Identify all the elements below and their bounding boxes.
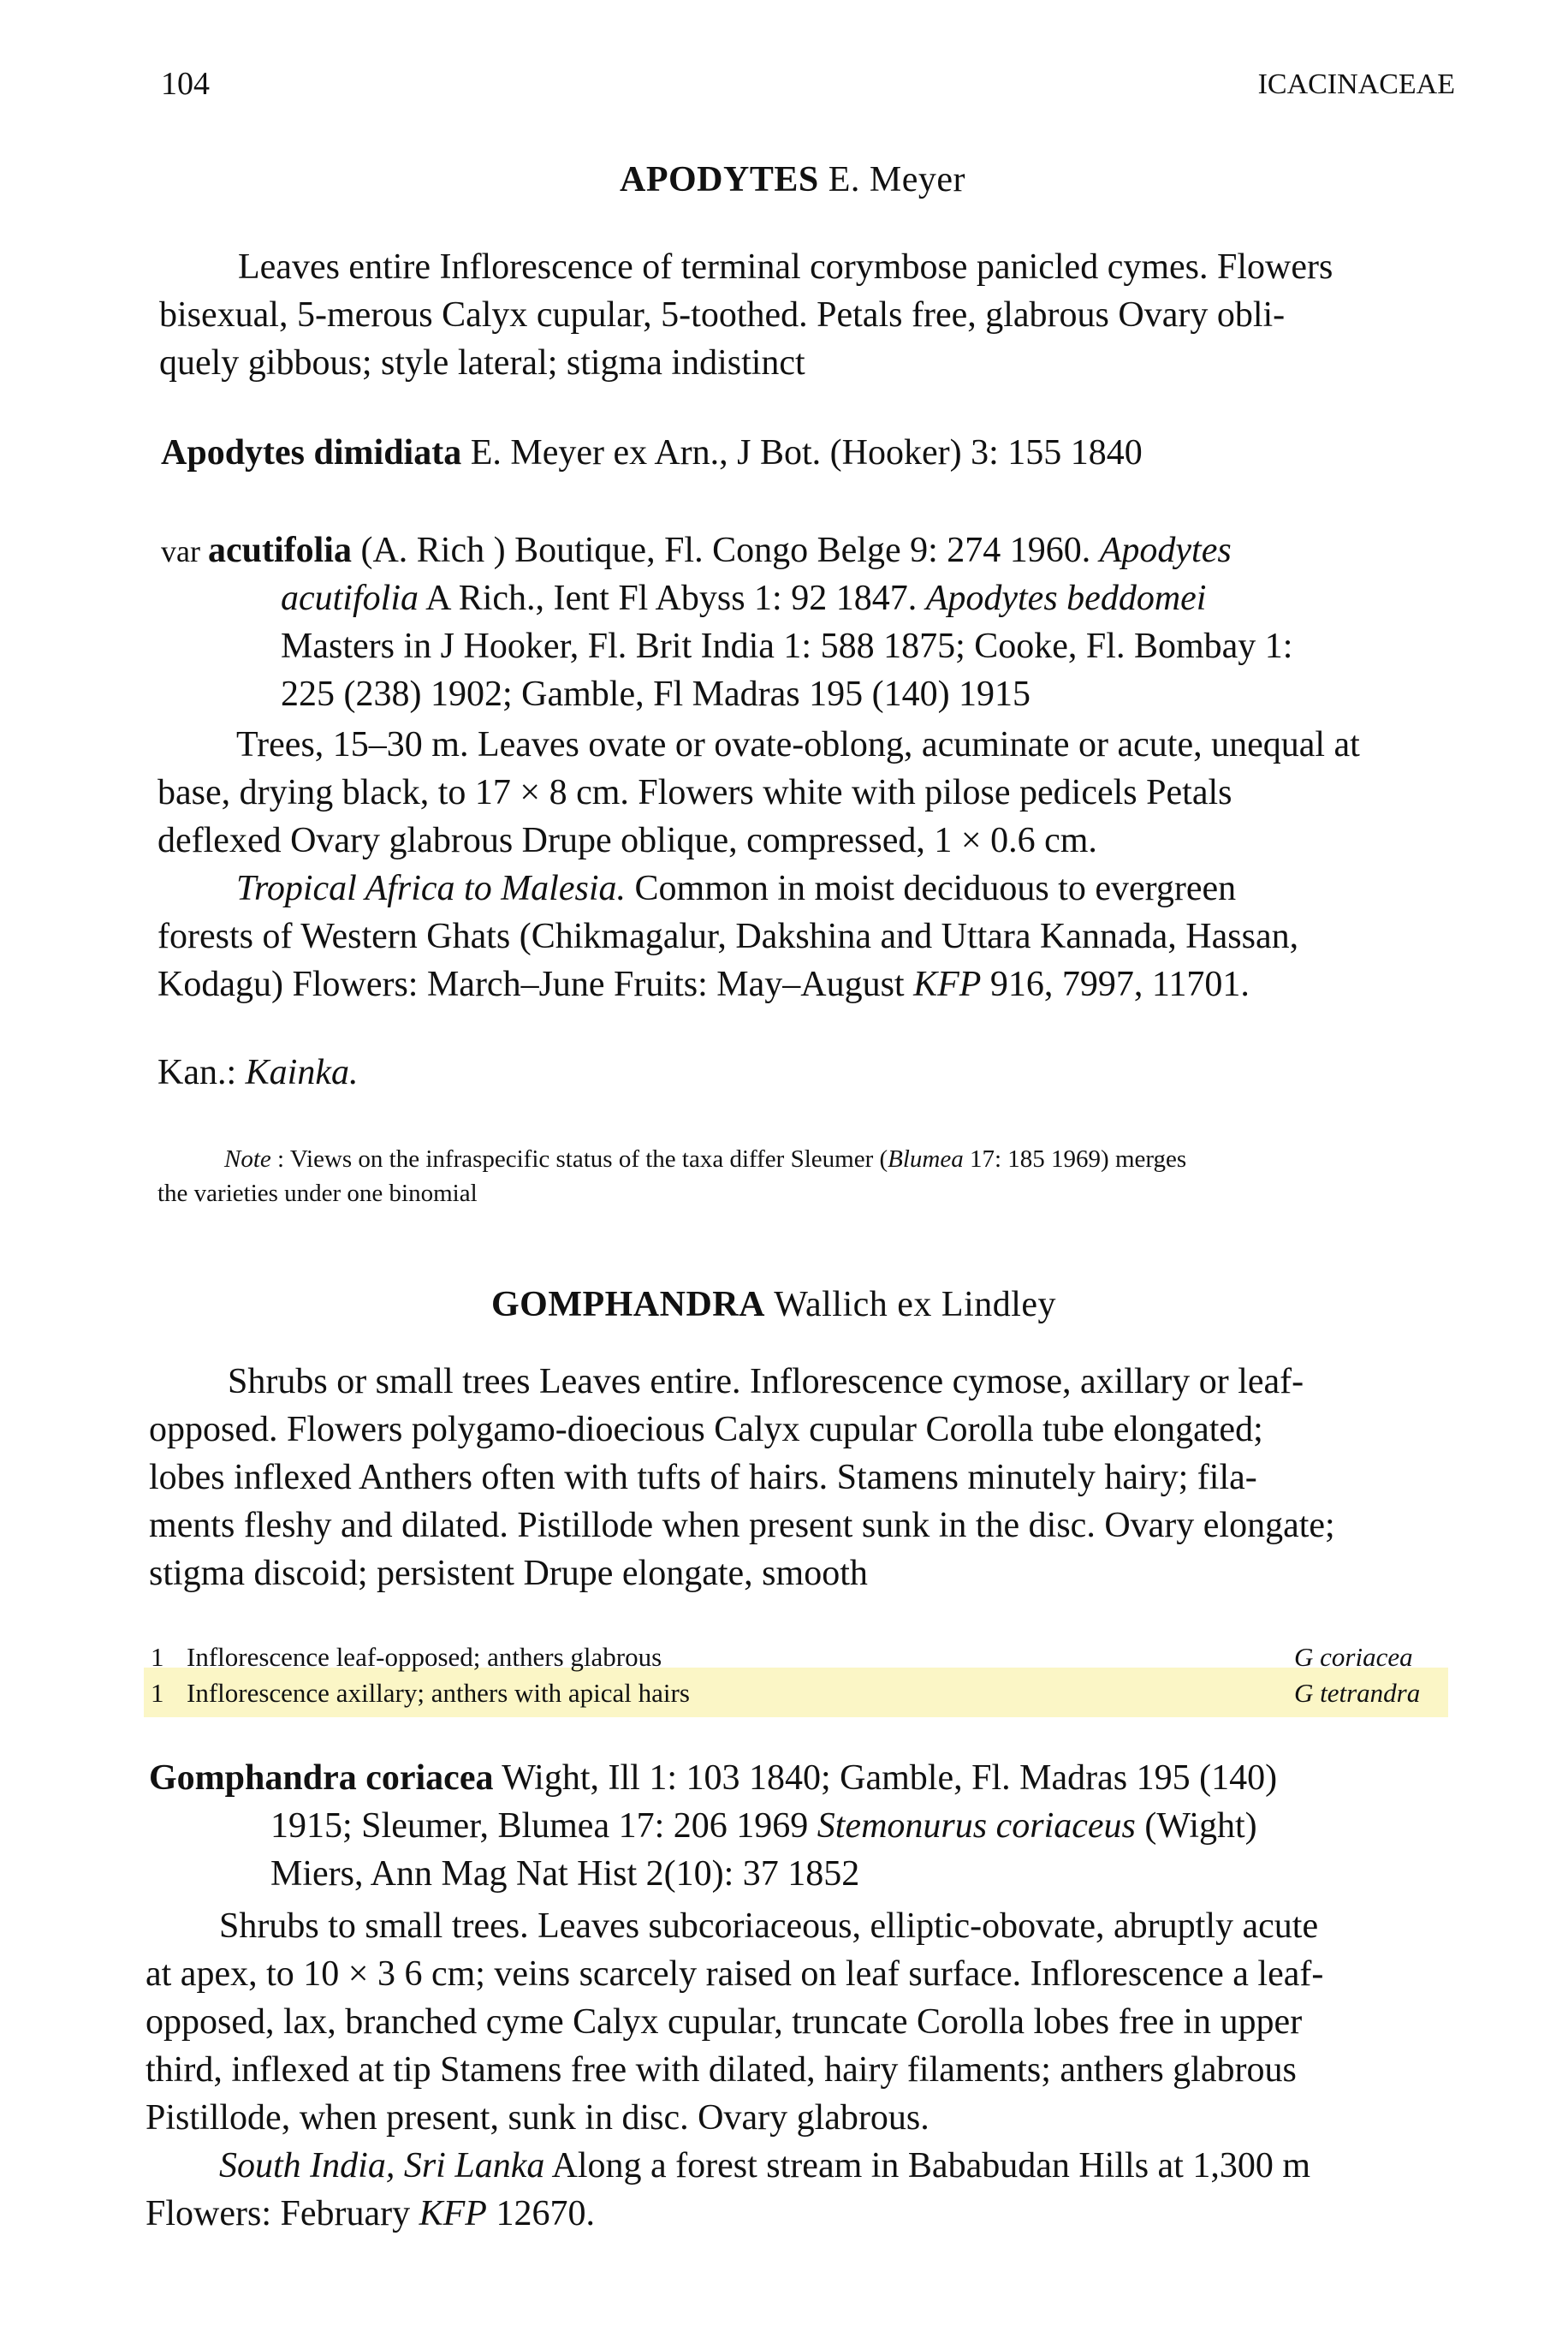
text-line: opposed. Flowers polygamo-dioecious Calyx cupular Corolla tube elongated; xyxy=(149,1410,1263,1449)
variety-name: acutifolia xyxy=(207,531,352,570)
genus-author: E. Meyer xyxy=(818,160,965,199)
text: Along a forest stream in Bababudan Hills at 1,300 m xyxy=(544,2146,1311,2185)
variety-heading-line xyxy=(161,527,1232,574)
text-line: stigma discoid; persistent Drupe elongate, smooth xyxy=(149,1554,868,1593)
text: 12670. xyxy=(486,2194,595,2233)
key-lead-result: G tetrandra xyxy=(1294,1678,1421,1708)
note-label: Note xyxy=(224,1145,271,1173)
distribution-region: South India, Sri Lanka xyxy=(219,2146,545,2185)
text-line xyxy=(157,960,1474,1008)
genus-name: GOMPHANDRA xyxy=(491,1285,765,1324)
text: A Rich., Ient Fl Abyss 1: 92 1847. xyxy=(419,579,926,618)
synonym-name: acutifolia xyxy=(281,579,419,618)
vernacular-label: Kan.: xyxy=(157,1053,246,1092)
genus-name: APODYTES xyxy=(620,160,819,199)
text-line: base, drying black, to 17 × 8 cm. Flowers white with pilose pedicels Petals xyxy=(157,773,1232,812)
var-prefix: var xyxy=(161,534,208,568)
species-name: Apodytes dimidiata xyxy=(161,433,462,473)
genus-description-apodytes xyxy=(159,243,1474,387)
species-description-apodytes xyxy=(157,721,1474,1008)
distribution-line xyxy=(146,2142,1474,2190)
note-line: the varieties under one binomial xyxy=(157,1180,478,1207)
journal-name: Blumea xyxy=(888,1145,964,1173)
text-line: opposed, lax, branched cyme Calyx cupular, truncate Corolla lobes free in upper xyxy=(146,2002,1303,2042)
genus-heading-apodytes xyxy=(0,159,1568,200)
text-line: Shrubs to small trees. Leaves subcoriaceous, elliptic-obovate, abruptly acute xyxy=(219,1906,1319,1946)
synonym-name: Stemonurus coriaceus xyxy=(817,1806,1136,1846)
text-line: third, inflexed at tip Stamens free with dilated, hairy filaments; anthers glabrous xyxy=(146,2050,1297,2090)
species-name: Gomphandra coriacea xyxy=(149,1758,494,1798)
synonym-name: Apodytes beddomei xyxy=(925,579,1207,618)
text: : Views on the infraspecific status of the taxa differ Sleumer ( xyxy=(270,1145,888,1173)
text: Kodagu) Flowers: March–June Fruits: May–August xyxy=(157,965,914,1004)
genus-description-gomphandra xyxy=(149,1358,1474,1597)
text-line xyxy=(146,2190,1474,2238)
text-line: bisexual, 5-merous Calyx cupular, 5-toothed. Petals free, glabrous Ovary obli- xyxy=(159,295,1286,335)
variety-synonym-line: 225 (238) 1902; Gamble, Fl Madras 195 (140) 1915 xyxy=(281,675,1031,714)
page-number: 104 xyxy=(161,66,210,102)
variety-synonym-line xyxy=(281,575,1206,621)
herbarium-code: KFP xyxy=(913,965,982,1004)
text: Flowers: February xyxy=(146,2194,419,2233)
species-description-gomphandra xyxy=(146,1902,1474,2238)
variety-synonym-line: Masters in J Hooker, Fl. Brit India 1: 588 1875; Cooke, Fl. Bombay 1: xyxy=(281,627,1293,666)
text-line: lobes inflexed Anthers often with tufts of hairs. Stamens minutely hairy; fila- xyxy=(149,1458,1257,1497)
species-citation: E. Meyer ex Arn., J Bot. (Hooker) 3: 155 1840 xyxy=(461,433,1143,473)
key-lead-number: 1 xyxy=(151,1642,164,1672)
text-line: Shrubs or small trees Leaves entire. Inflorescence cymose, axillary or leaf- xyxy=(228,1362,1304,1401)
vernacular-value: Kainka. xyxy=(245,1053,359,1092)
genus-author: Wallich ex Lindley xyxy=(764,1285,1057,1324)
text-line: forests of Western Ghats (Chikmagalur, Dakshina and Uttara Kannada, Hassan, xyxy=(157,917,1299,956)
species-heading-apodytes-dimidiata xyxy=(161,430,1143,476)
key-lead-result: G coriacea xyxy=(1294,1642,1413,1672)
distribution-region: Tropical Africa to Malesia. xyxy=(236,869,627,908)
text: Common in moist deciduous to evergreen xyxy=(626,869,1237,908)
text: 1915; Sleumer, Blumea 17: 206 1969 xyxy=(270,1806,817,1846)
text: 17: 185 1969) merges xyxy=(963,1145,1187,1173)
key-lead-number: 1 xyxy=(151,1678,164,1708)
text: (A. Rich ) Boutique, Fl. Congo Belge 9: 274 1960. xyxy=(351,531,1100,570)
note-line xyxy=(224,1145,1186,1174)
species-synonym-line xyxy=(270,1803,1257,1849)
running-header-family: ICACINACEAE xyxy=(1257,68,1455,100)
text-line: ments fleshy and dilated. Pistillode when present sunk in the disc. Ovary elongate; xyxy=(149,1506,1335,1545)
text-line: deflexed Ovary glabrous Drupe oblique, compressed, 1 × 0.6 cm. xyxy=(157,821,1097,860)
vernacular-name xyxy=(157,1050,358,1096)
text-line: Trees, 15–30 m. Leaves ovate or ovate-oblong, acuminate or acute, unequal at xyxy=(236,725,1360,764)
species-heading-gomphandra-coriacea xyxy=(149,1755,1277,1801)
key-lead-text: Inflorescence axillary; anthers with apical hairs xyxy=(187,1678,690,1708)
distribution-line xyxy=(157,865,1474,913)
species-synonym-line: Miers, Ann Mag Nat Hist 2(10): 37 1852 xyxy=(270,1854,860,1894)
text-line: Leaves entire Inflorescence of terminal corymbose panicled cymes. Flowers xyxy=(238,247,1333,287)
key-lead-text: Inflorescence leaf-opposed; anthers glabrous xyxy=(187,1642,662,1672)
text: (Wight) xyxy=(1135,1806,1257,1846)
herbarium-code: KFP xyxy=(419,2194,487,2233)
text-line: Pistillode, when present, sunk in disc. Ovary glabrous. xyxy=(146,2098,930,2138)
genus-heading-gomphandra xyxy=(491,1284,1056,1325)
text-line: quely gibbous; style lateral; stigma indistinct xyxy=(159,343,805,383)
text-line: at apex, to 10 × 3 6 cm; veins scarcely raised on leaf surface. Inflorescence a leaf- xyxy=(146,1954,1324,1994)
text: 916, 7997, 11701. xyxy=(981,965,1250,1004)
species-citation: Wight, Ill 1: 103 1840; Gamble, Fl. Madras 195 (140) xyxy=(493,1758,1278,1798)
synonym-name: Apodytes xyxy=(1099,531,1232,570)
